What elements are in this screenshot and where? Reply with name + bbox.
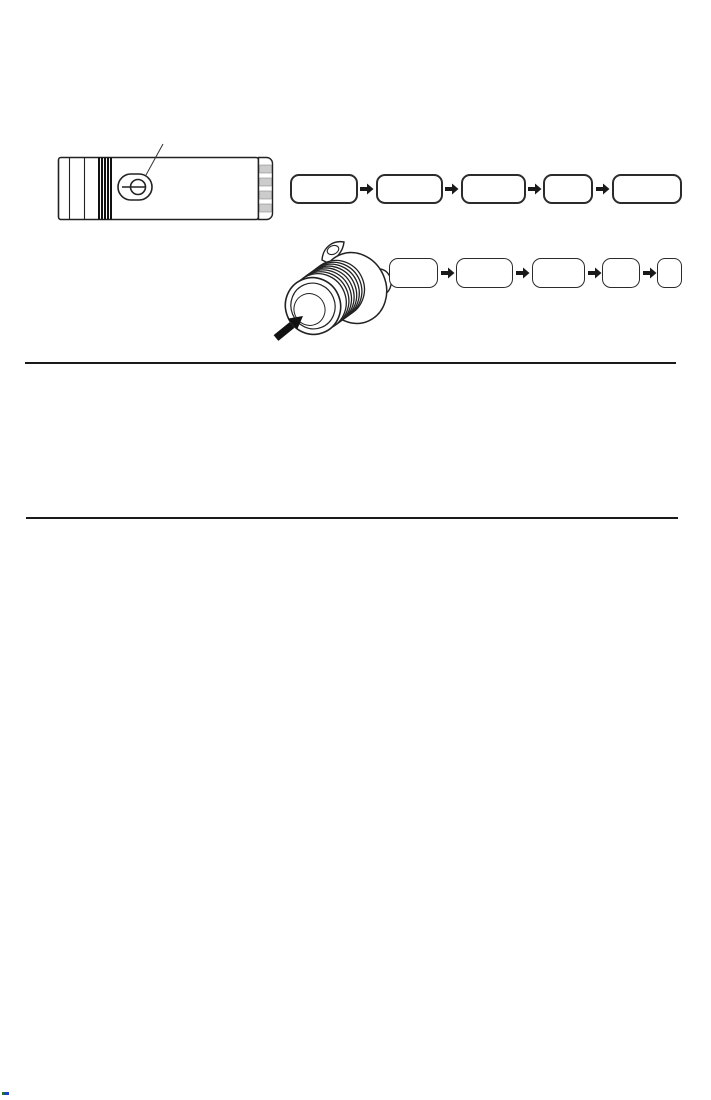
flow-step-box [612, 174, 682, 204]
flow-step-box [657, 258, 682, 288]
flow-step-box [543, 174, 593, 204]
print-artifact-mark [2, 1092, 9, 1095]
horizontal-rule [26, 517, 678, 519]
flashlight-body-outline [59, 158, 259, 220]
arrow-right-icon [588, 267, 602, 279]
flow-step-box [389, 258, 438, 288]
horizontal-rule [25, 362, 676, 364]
arrow-right-icon [441, 267, 455, 279]
arrow-right-icon [445, 183, 459, 195]
flow-step-box [532, 258, 585, 288]
arrow-right-icon [516, 267, 530, 279]
arrow-right-icon [360, 183, 374, 195]
arrow-right-icon [528, 183, 542, 195]
flashlight-head-3d-illustration [272, 236, 397, 343]
flow-step-box [290, 174, 358, 204]
flashlight-side-view-illustration [55, 140, 280, 225]
arrow-right-icon [643, 267, 657, 279]
power-button-symbol [118, 174, 152, 200]
ribbed-bezel-end [259, 158, 273, 220]
flow-step-box [461, 174, 526, 204]
arrow-right-icon [596, 183, 610, 195]
flow-step-box [376, 174, 443, 204]
flow-step-box [456, 258, 513, 288]
flow-step-box [602, 258, 640, 288]
